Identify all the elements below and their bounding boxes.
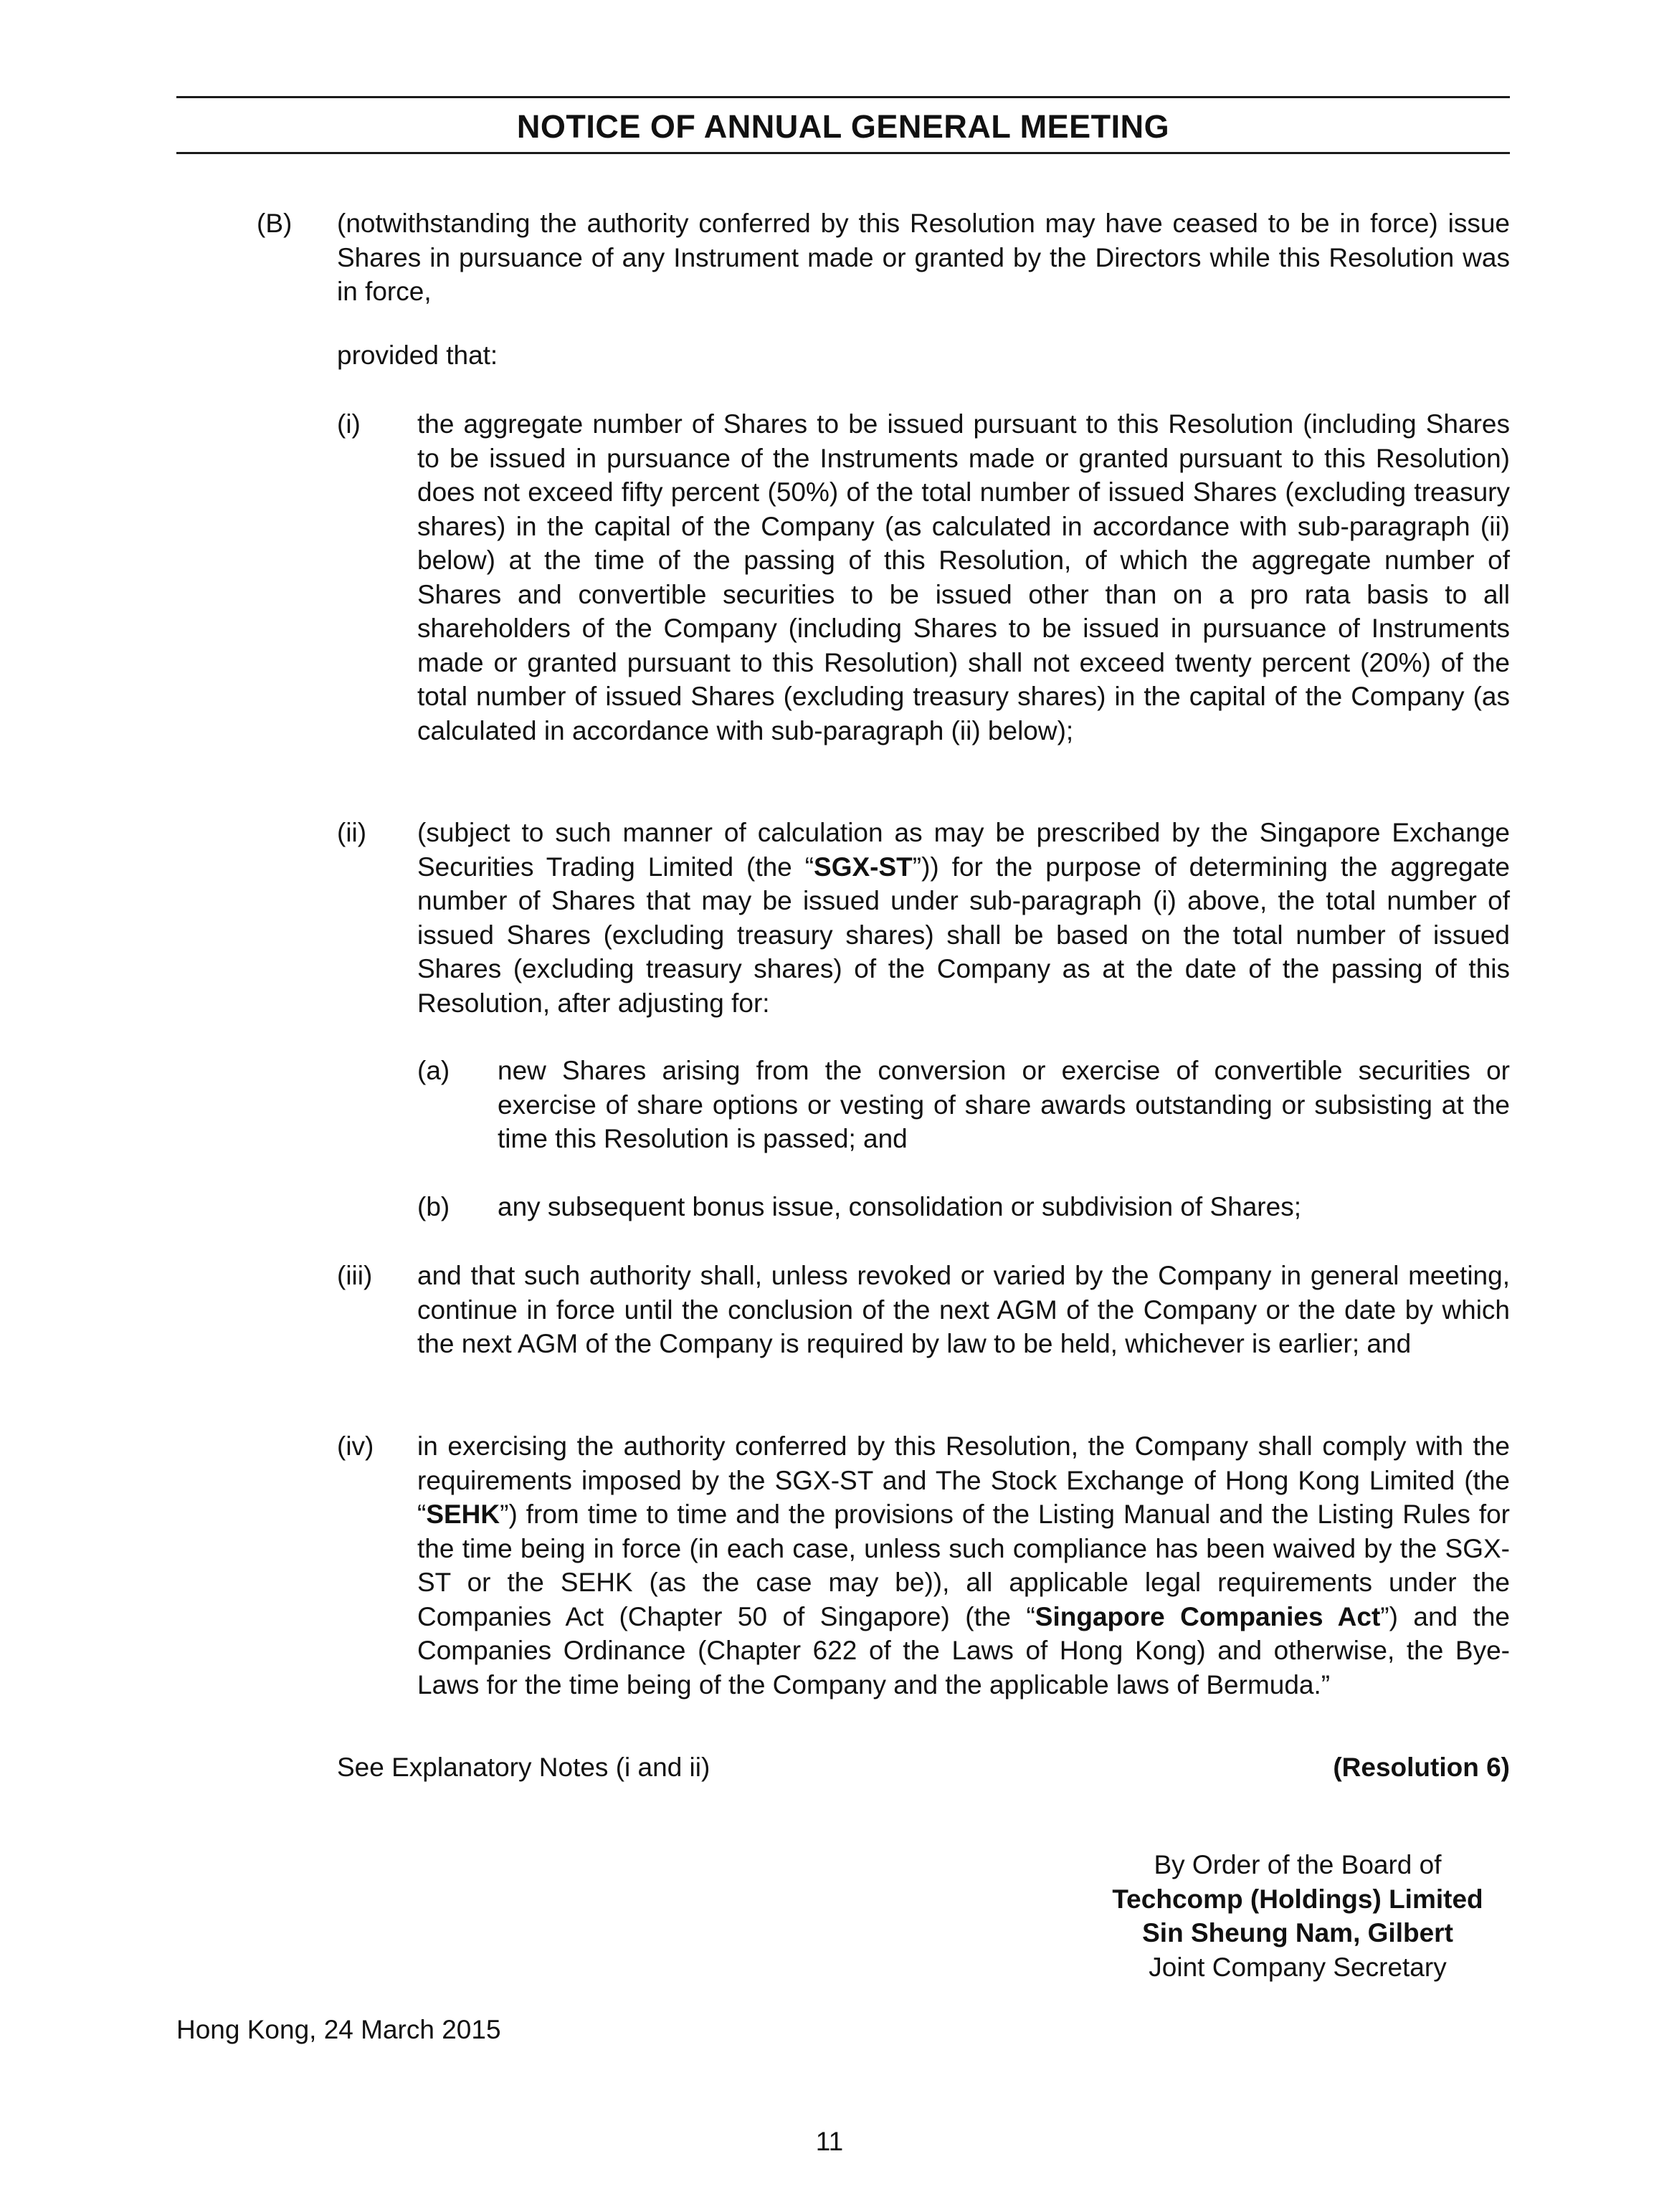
signature-role: Joint Company Secretary: [1149, 1952, 1447, 1982]
provided-that: provided that:: [337, 340, 498, 370]
item-B-text: (notwithstanding the authority conferred by this Resolution may have ceased to be in force) issue Shares in pursuance of any Instrument made or granted by the Directors while this Resolution was in force,: [337, 209, 1510, 306]
signature-name: Sin Sheung Nam, Gilbert: [1142, 1918, 1453, 1948]
item-ii-text-after: ”)) for the purpose of determining the aggregate number of Shares that may be issued under sub-paragraph (i) above, the total number of issued Shares (excluding treasury shares) shall be based on the total number of issued Shares (excluding treasury shares) of the Company as at the date of the passing of this Resolution, after adjusting for:: [417, 852, 1510, 1018]
item-label-ii: (ii): [337, 818, 367, 847]
item-text-ii: [417, 816, 1510, 1020]
item-label-iii: (iii): [337, 1261, 373, 1290]
item-text-iii: and that such authority shall, unless revoked or varied by the Company in general meeting, continue in force until the conclusion of the next AGM of the Company or the date by which the next AGM of the Company is required by law to be held, whichever is earlier; and: [417, 1261, 1510, 1358]
item-label-B: (B): [257, 209, 293, 238]
item-label-iv: (iv): [337, 1431, 374, 1461]
item-iv-text-1: in exercising the authority conferred by this Resolution, the Company shall comply with the requirements imposed by the SGX-ST and The Stock Exchange of Hong Kong Limited (the “: [417, 1431, 1510, 1529]
item-text-B: [337, 206, 1510, 309]
header-rule-top: [176, 96, 1510, 98]
page-title: NOTICE OF ANNUAL GENERAL MEETING: [516, 108, 1170, 145]
item-ii-text-before: (subject to such manner of calculation as may be prescribed by the Singapore Exchange Securities Trading Limited (the “: [417, 818, 1510, 882]
item-text-iv: [417, 1429, 1510, 1702]
item-iv-text-3: ”) and the Companies Ordinance (Chapter 622 of the Laws of Hong Kong) and otherwise, the Bye-Laws for the time being of the Company and the applicable laws of Bermuda.”: [417, 1601, 1510, 1699]
item-text-i: the aggregate number of Shares to be issued pursuant to this Resolution (including Shares to be issued in pursuance of the Instruments made or granted pursuant to this Resolution) does not exceed fifty percent (50%) of the total number of issued Shares (excluding treasury shares) in the capital of the Company (as calculated in accordance with sub-paragraph (ii) below) at the time of the passing of this Resolution, of which the aggregate number of Shares and convertible securities to be issued other than on a pro rata basis to all shareholders of the Company (including Shares to be issued in pursuance of Instruments made or granted pursuant to this Resolution) shall not exceed twenty percent (20%) of the total number of issued Shares (excluding treasury shares) in the capital of the Company (as calculated in accordance with sub-paragraph (ii) below);: [417, 409, 1510, 745]
signature-block: [1075, 1848, 1520, 1984]
place-and-date: Hong Kong, 24 March 2015: [176, 2015, 501, 2044]
header-rule-bottom: [176, 152, 1510, 154]
item-text-b: any subsequent bonus issue, consolidation or subdivision of Shares;: [498, 1192, 1301, 1221]
defined-term-sgx-st: SGX-ST: [814, 852, 913, 882]
item-label-b: (b): [417, 1192, 450, 1221]
resolution-number: (Resolution 6): [1333, 1753, 1510, 1782]
page-number: 11: [815, 2127, 844, 2156]
item-iv-text-2: ”) from time to time and the provisions of the Listing Manual and the Listing Rules for the time being in force (in each case, unless such compliance has been waived by the SGX-ST or the SEHK (as the case may be)), all applicable legal requirements under the Companies Act (Chapter 50 of Singapore) (the “: [417, 1500, 1510, 1631]
explanatory-notes-reference: See Explanatory Notes (i and ii): [337, 1753, 710, 1782]
defined-term-sehk: SEHK: [426, 1500, 500, 1529]
signature-order-line: By Order of the Board of: [1154, 1850, 1442, 1879]
signature-company: Techcomp (Holdings) Limited: [1112, 1884, 1483, 1914]
item-label-a: (a): [417, 1056, 450, 1085]
item-label-i: (i): [337, 409, 361, 439]
item-text-a: new Shares arising from the conversion or exercise of convertible securities or exercise of share options or vesting of share awards outstanding or subsisting at the time this Resolution is passed; and: [498, 1056, 1510, 1153]
defined-term-singapore-companies-act: Singapore Companies Act: [1035, 1601, 1381, 1631]
